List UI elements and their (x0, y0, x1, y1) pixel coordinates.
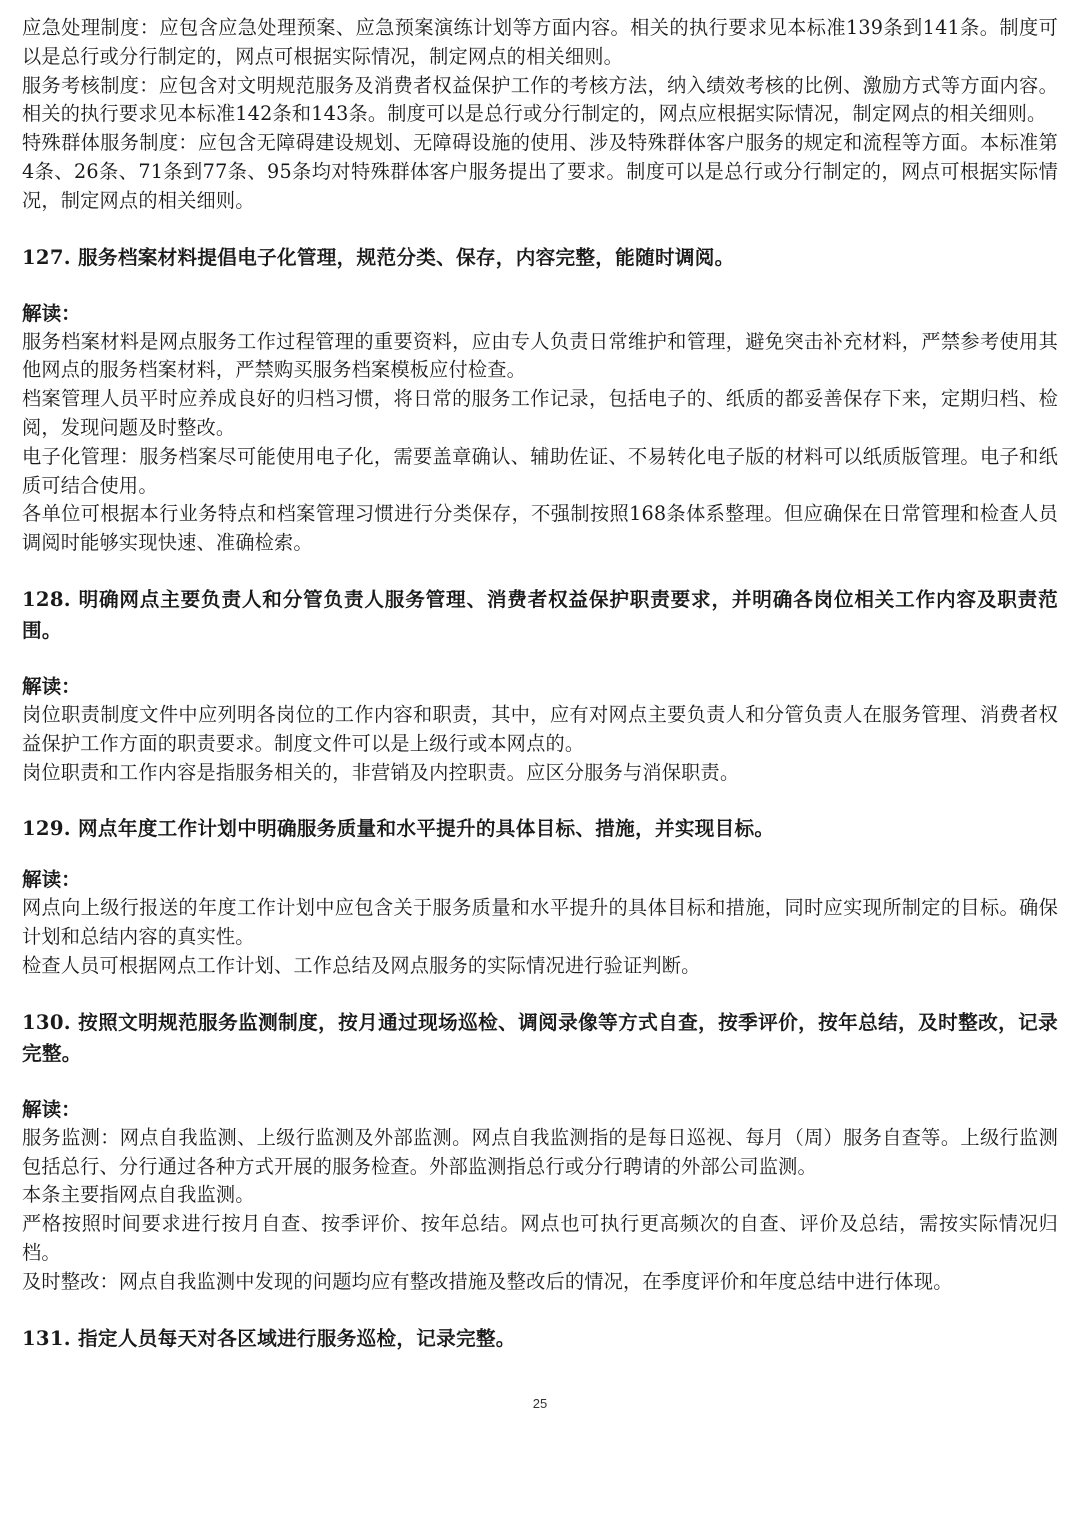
section-130-paragraph: 服务监测：网点自我监测、上级行监测及外部监测。网点自我监测指的是每日巡视、每月（周）服务自查等。上级行监测包括总行、分行通过各种方式开展的服务检查。外部监测指总行或分行聘请的外部公司监测。 (22, 1125, 1058, 1178)
document-page (22, 14, 1058, 1354)
section-129-paragraph: 网点向上级行报送的年度工作计划中应包含关于服务质量和水平提升的具体目标和措施，同时应实现所制定的目标。确保计划和总结内容的真实性。 (22, 896, 1058, 949)
section-128-paragraph: 岗位职责和工作内容是指服务相关的，非营销及内控职责。应区分服务与消保职责。 (22, 760, 740, 784)
intro-paragraph: 服务考核制度：应包含对文明规范服务及消费者权益保护工作的考核方法，纳入绩效考核的比例、激励方式等方面内容。相关的执行要求见本标准142条和143条。制度可以是总行或分行制定的，网点应根据实际情况，制定网点的相关细则。 (22, 73, 1058, 126)
section-130-paragraph: 及时整改：网点自我监测中发现的问题均应有整改措施及整改后的情况，在季度评价和年度总结中进行体现。 (22, 1269, 953, 1293)
section-128-interpretation-label: 解读： (22, 674, 81, 698)
section-129-heading: 129. 网点年度工作计划中明确服务质量和水平提升的具体目标、措施，并实现目标。 (22, 817, 775, 841)
section-127-interpretation-label: 解读： (22, 301, 81, 325)
section-129-paragraph: 检查人员可根据网点工作计划、工作总结及网点服务的实际情况进行验证判断。 (22, 953, 701, 977)
section-127-paragraph: 各单位可根据本行业务特点和档案管理习惯进行分类保存，不强制按照168条体系整理。但应确保在日常管理和检查人员调阅时能够实现快速、准确检索。 (22, 502, 1058, 555)
page-number: 25 (532, 1396, 548, 1411)
section-131-heading: 131. 指定人员每天对各区域进行服务巡检，记录完整。 (22, 1326, 516, 1350)
intro-paragraph: 应急处理制度：应包含应急处理预案、应急预案演练计划等方面内容。相关的执行要求见本标准139条到141条。制度可以是总行或分行制定的，网点可根据实际情况，制定网点的相关细则。 (22, 16, 1058, 68)
section-128-paragraph: 岗位职责制度文件中应列明各岗位的工作内容和职责，其中，应有对网点主要负责人和分管负责人在服务管理、消费者权益保护工作方面的职责要求。制度文件可以是上级行或本网点的。 (22, 702, 1058, 755)
section-127-heading: 127. 服务档案材料提倡电子化管理，规范分类、保存，内容完整，能随时调阅。 (22, 245, 735, 269)
section-130-paragraph: 严格按照时间要求进行按月自查、按季评价、按年总结。网点也可执行更高频次的自查、评价及总结，需按实际情况归档。 (22, 1212, 1058, 1264)
section-127-paragraph: 电子化管理：服务档案尽可能使用电子化，需要盖章确认、辅助佐证、不易转化电子版的材料可以纸质版管理。电子和纸质可结合使用。 (22, 444, 1058, 497)
intro-paragraph: 特殊群体服务制度：应包含无障碍建设规划、无障碍设施的使用、涉及特殊群体客户服务的规定和流程等方面。本标准第4条、26条、71条到77条、95条均对特殊群体客户服务提出了要求。制度可以是总行或分行制定的，网点可根据实际情况，制定网点的相关细则。 (22, 131, 1058, 212)
section-127-paragraph: 服务档案材料是网点服务工作过程管理的重要资料，应由专人负责日常维护和管理，避免突击补充材料，严禁参考使用其他网点的服务档案材料，严禁购买服务档案模板应付检查。 (22, 329, 1058, 382)
section-130-interpretation-label: 解读： (22, 1097, 81, 1121)
section-130-paragraph: 本条主要指网点自我监测。 (22, 1183, 255, 1207)
section-129-interpretation-label: 解读： (22, 868, 81, 892)
section-127-paragraph: 档案管理人员平时应养成良好的归档习惯，将日常的服务工作记录，包括电子的、纸质的都妥善保存下来，定期归档、检阅，发现问题及时整改。 (22, 387, 1058, 439)
section-128-heading: 128. 明确网点主要负责人和分管负责人服务管理、消费者权益保护职责要求，并明确各岗位相关工作内容及职责范围。 (22, 587, 1058, 642)
section-130-heading: 130. 按照文明规范服务监测制度，按月通过现场巡检、调阅录像等方式自查，按季评价，按年总结，及时整改，记录完整。 (22, 1010, 1058, 1065)
